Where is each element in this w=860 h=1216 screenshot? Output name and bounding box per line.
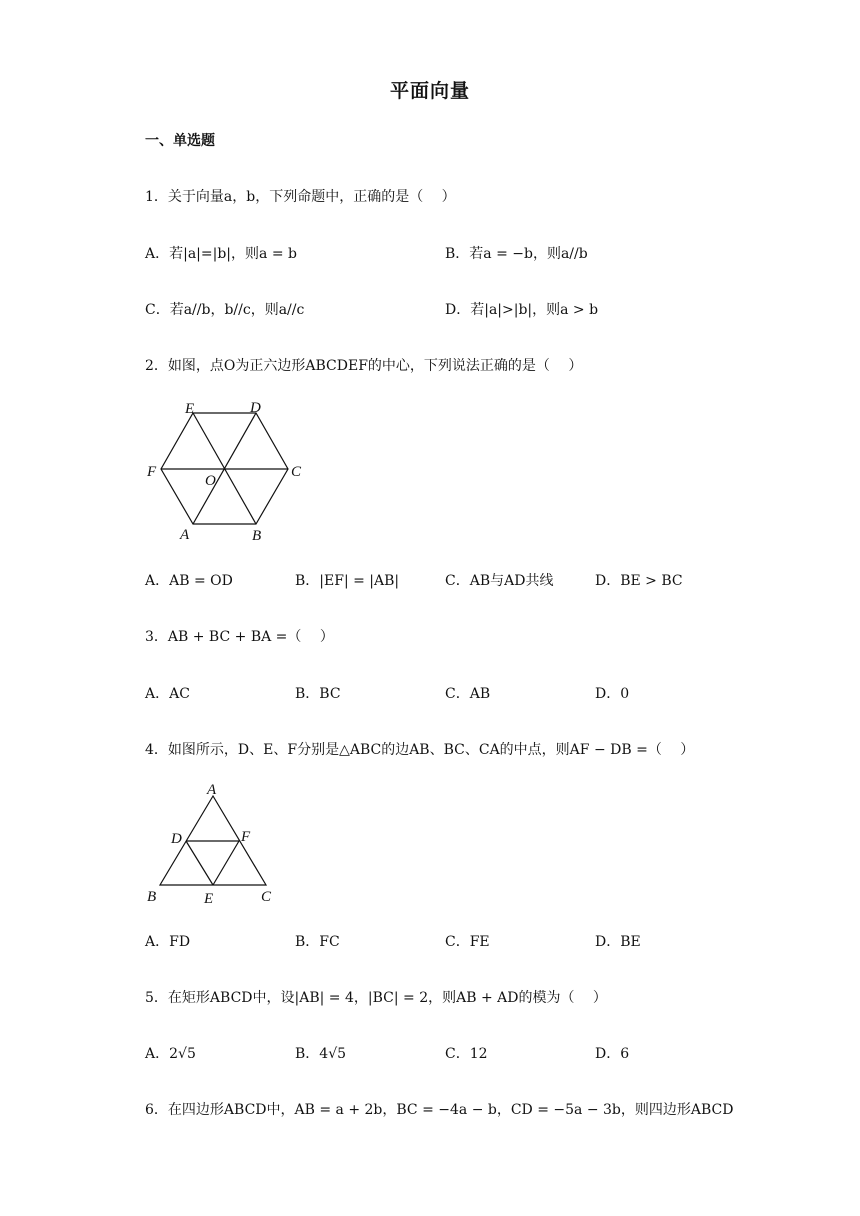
question-6-stem: 6．在四边形ABCD中，AB = a + 2b，BC = −4a − b，CD = −5a − 3b，则四边形ABCD [145,1102,734,1118]
question-2-option-b: B．|EF| = |AB| [295,573,400,589]
question-1-option-a: A．若|a|=|b|，则a = b [145,246,297,262]
question-3-option-a: A．AC [145,686,190,702]
question-5-option-a: A．2√5 [145,1046,196,1062]
question-4-option-b: B．FC [295,934,340,950]
hexagon-label-c: C [291,464,302,480]
triangle-label-e: E [204,891,214,907]
hexagon-label-a: A [180,527,190,543]
question-4-option-d: D．BE [595,934,641,950]
question-3-option-b: B．BC [295,686,341,702]
question-1-option-b: B．若a = −b，则a//b [445,246,588,262]
question-2-stem: 2．如图，点O为正六边形ABCDEF的中心，下列说法正确的是（ ） [145,358,583,374]
question-2-option-c: C．AB与AD共线 [445,573,554,589]
segment-fe [213,841,239,885]
segment-de [186,841,213,885]
hexagon-label-b: B [252,528,262,544]
question-2-option-d: D．BE > BC [595,573,683,589]
hexagon-label-d: D [250,400,261,416]
question-3-stem: 3．AB + BC + BA =（ ） [145,629,334,645]
question-5-option-c: C．12 [445,1046,488,1062]
page-title: 平面向量 [389,80,470,102]
triangle-label-f: F [241,829,251,845]
question-4-option-c: C．FE [445,934,490,950]
triangle-label-a: A [207,782,217,798]
triangle-label-d: D [171,831,182,847]
triangle-figure [143,778,283,908]
triangle-label-c: C [261,889,272,905]
question-1-option-c: C．若a//b，b//c，则a//c [145,302,305,318]
question-5-option-b: B．4√5 [295,1046,347,1062]
section-heading: 一、单选题 [145,133,215,149]
hexagon-label-e: E [185,401,195,417]
question-2-option-a: A．AB = OD [145,573,233,589]
triangle-label-b: B [147,889,157,905]
question-4-stem: 4．如图所示，D、E、F分别是△ABC的边AB、BC、CA的中点，则AF − DB =（ ） [145,742,695,758]
question-3-option-c: C．AB [445,686,491,702]
hexagon-label-o: O [205,473,216,489]
question-1-option-d: D．若|a|>|b|，则a > b [445,302,599,318]
question-4-option-a: A．FD [145,934,191,950]
question-3-option-d: D．0 [595,686,630,702]
question-5-stem: 5．在矩形ABCD中，设|AB| = 4，|BC| = 2，则AB + AD的模为（ ） [145,990,607,1006]
question-1-stem: 1．关于向量a，b，下列命题中，正确的是（ ） [145,189,456,205]
hexagon-label-f: F [147,464,157,480]
question-5-option-d: D．6 [595,1046,630,1062]
hexagon-figure [143,396,313,546]
